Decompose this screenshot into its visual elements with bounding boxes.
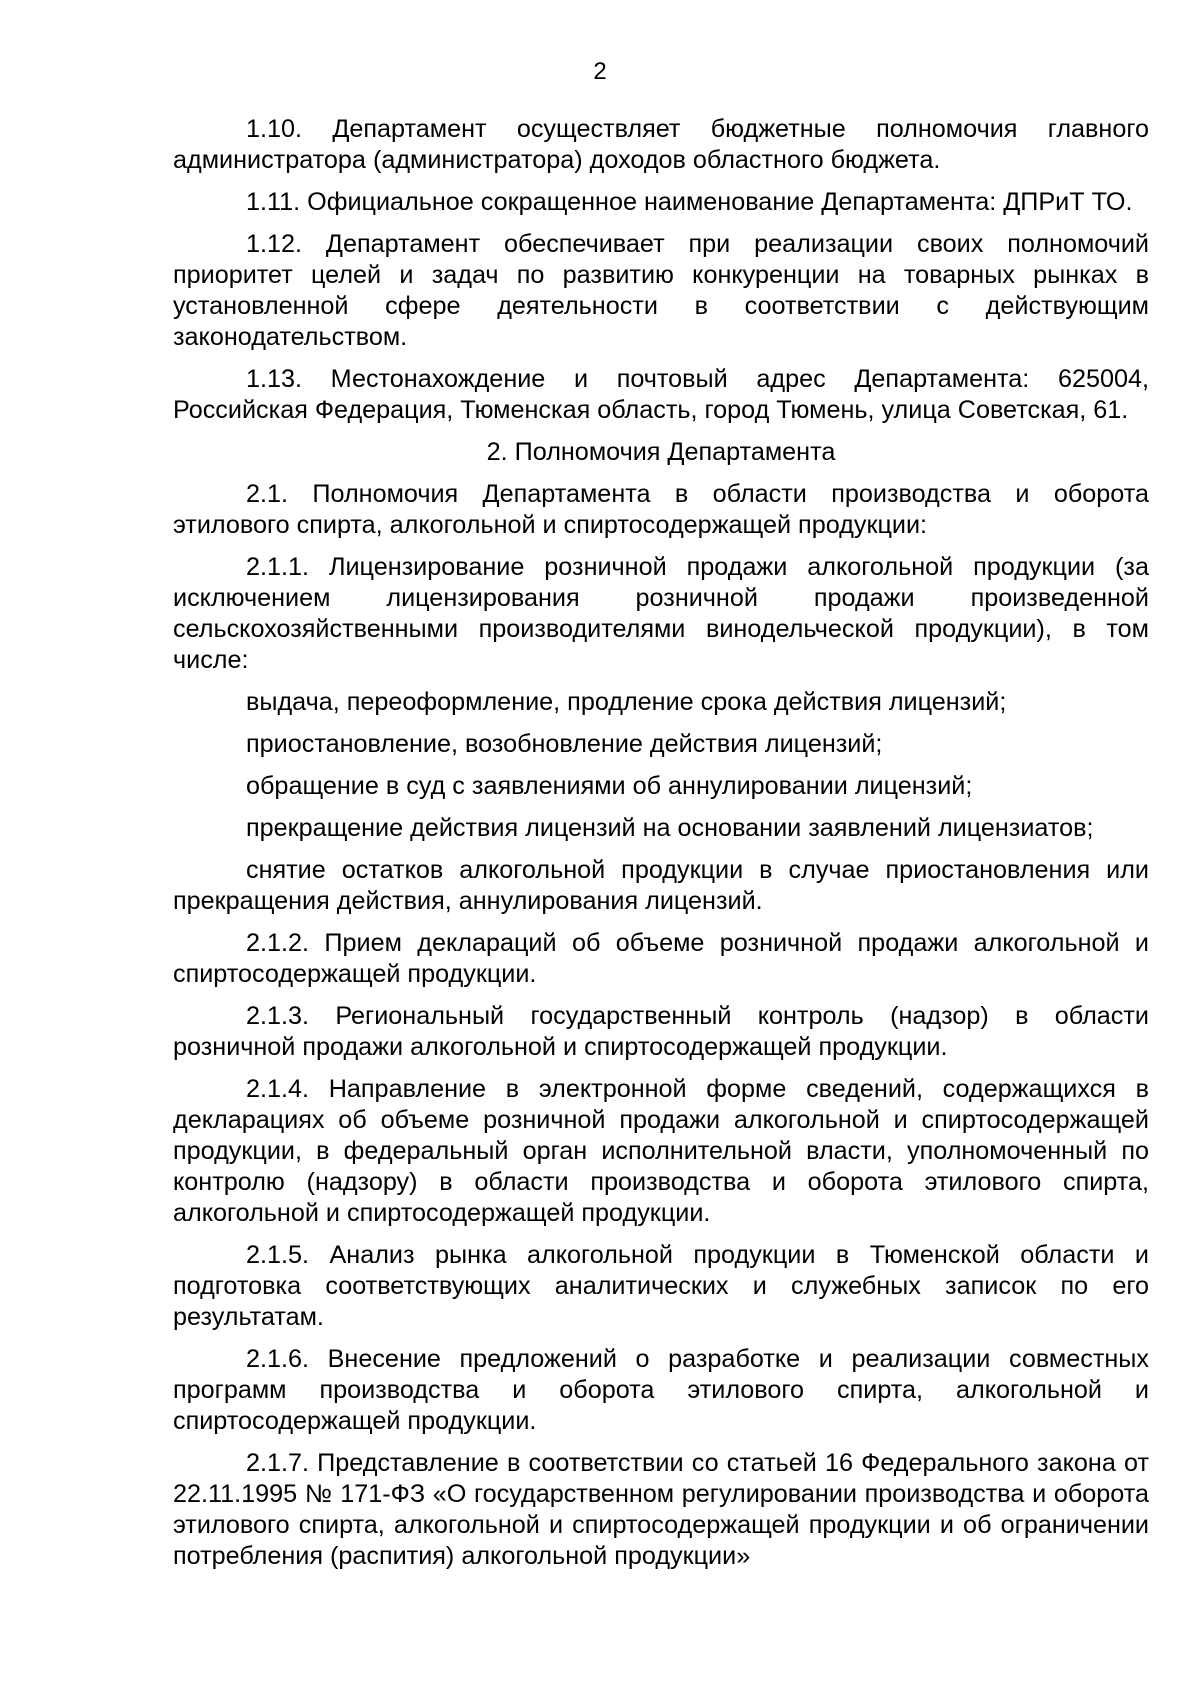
paragraph-2-1-4: 2.1.4. Направление в электронной форме сведений, содержащихся в декларациях об объеме розничной продажи алкогольной и спиртосодержащей продукции, в федеральный орган исполнительной власти, уполномоченный по контролю (надзору) в области производства и оборота этилового спирта, алкогольной и спиртосодержащей продукции. [173, 1075, 1149, 1227]
paragraph-2-1-1: 2.1.1. Лицензирование розничной продажи алкогольной продукции (за исключением лицензирования розничной продажи произведенной сельскохозяйственными производителями винодельческой продукции), в том числе: [173, 553, 1149, 674]
paragraph-2-1-2: 2.1.2. Прием деклараций об объеме розничной продажи алкогольной и спиртосодержащей продукции. [173, 929, 1149, 988]
document-body [173, 114, 1149, 1583]
paragraph-1-10: 1.10. Департамент осуществляет бюджетные полномочия главного администратора (администратора) доходов областного бюджета. [173, 115, 1149, 174]
list-item: обращение в суд с заявлениями об аннулировании лицензий; [246, 772, 973, 800]
list-item: прекращение действия лицензий на основании заявлений лицензиатов; [246, 814, 1094, 842]
paragraph-2-1-3: 2.1.3. Региональный государственный контроль (надзор) в области розничной продажи алкогольной и спиртосодержащей продукции. [173, 1002, 1149, 1061]
paragraph-2-1: 2.1. Полномочия Департамента в области производства и оборота этилового спирта, алкогольной и спиртосодержащей продукции: [173, 480, 1149, 539]
page-number: 2 [593, 58, 607, 85]
list-item: приостановление, возобновление действия лицензий; [246, 730, 883, 758]
paragraph-1-13: 1.13. Местонахождение и почтовый адрес Департамента: 625004, Российская Федерация, Тюменская область, город Тюмень, улица Советская, 61. [173, 365, 1149, 424]
paragraph-1-11: 1.11. Официальное сокращенное наименование Департамента: ДПРиТ ТО. [246, 188, 1133, 216]
paragraph-1-12: 1.12. Департамент обеспечивает при реализации своих полномочий приоритет целей и задач по развитию конкуренции на товарных рынках в установленной сфере деятельности в соответствии с действующим законодательством. [173, 230, 1149, 351]
paragraph-2-1-7: 2.1.7. Представление в соответствии со статьей 16 Федерального закона от 22.11.1995 № 171-ФЗ «О государственном регулировании производства и оборота этилового спирта, алкогольной и спиртосодержащей продукции и об ограничении потребления (распития) алкогольной продукции» [173, 1449, 1149, 1570]
section-heading: 2. Полномочия Департамента [486, 438, 836, 466]
list-item: выдача, переоформление, продление срока действия лицензий; [246, 688, 1007, 716]
paragraph-2-1-6: 2.1.6. Внесение предложений о разработке и реализации совместных программ производства и оборота этилового спирта, алкогольной и спиртосодержащей продукции. [173, 1345, 1149, 1435]
list-item: снятие остатков алкогольной продукции в случае приостановления или прекращения действия, аннулирования лицензий. [173, 856, 1149, 915]
paragraph-2-1-5: 2.1.5. Анализ рынка алкогольной продукции в Тюменской области и подготовка соответствующих аналитических и служебных записок по его результатам. [173, 1241, 1149, 1331]
